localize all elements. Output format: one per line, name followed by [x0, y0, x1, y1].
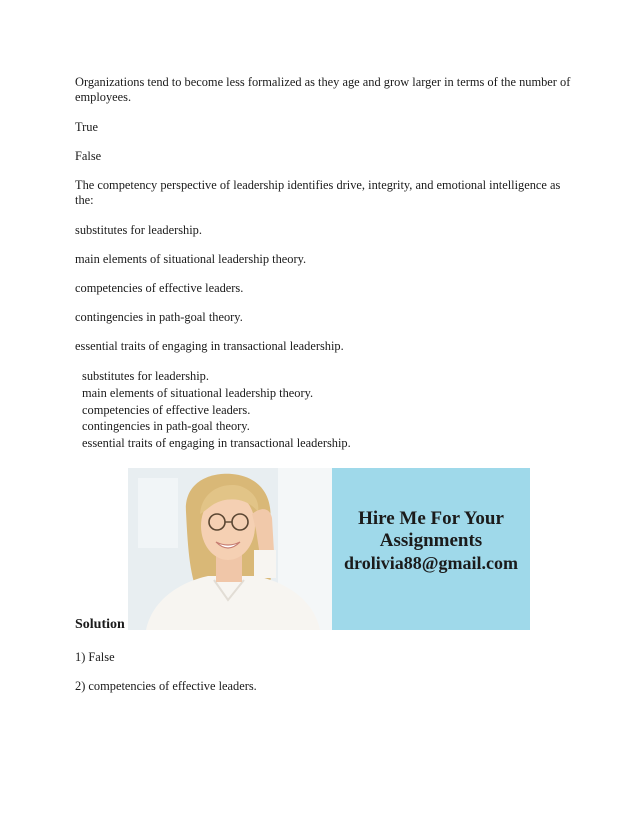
answer-1: 1) False [75, 650, 115, 664]
question-2-option-d: contingencies in path-goal theory. [75, 310, 243, 324]
question-2-option-a: substitutes for leadership. [75, 223, 202, 237]
question-2-option-c: competencies of effective leaders. [75, 281, 244, 295]
ad-text [332, 508, 530, 574]
list-item: competencies of effective leaders. [82, 402, 251, 417]
woman-photo [128, 468, 332, 630]
solution-heading: Solution [75, 617, 125, 632]
question-1-text: Organizations tend to become less formalized as they age and grow larger in terms of the number of employees. [75, 75, 571, 104]
list-item: essential traits of engaging in transactional leadership. [82, 436, 351, 451]
list-item: substitutes for leadership. [82, 369, 209, 383]
advertisement-banner [128, 468, 530, 630]
list-item: contingencies in path-goal theory. [82, 419, 250, 434]
ad-line-assignments: Assignments [379, 530, 483, 551]
option-list [82, 368, 351, 452]
list-item: main elements of situational leadership theory. [82, 385, 314, 400]
question-2-option-b: main elements of situational leadership theory. [75, 252, 307, 266]
ad-text-panel [332, 468, 530, 630]
ad-email: drolivia88@gmail.com [344, 553, 518, 573]
question-1-option-true: True [75, 120, 98, 134]
answer-2: 2) competencies of effective leaders. [75, 679, 257, 693]
question-2-text: The competency perspective of leadership identifies drive, integrity, and emotional intelligence as the: [75, 178, 561, 207]
ad-line-hire: Hire Me For Your [358, 508, 504, 529]
question-1-option-false: False [75, 149, 102, 163]
question-2-option-e: essential traits of engaging in transactional leadership. [75, 339, 344, 353]
